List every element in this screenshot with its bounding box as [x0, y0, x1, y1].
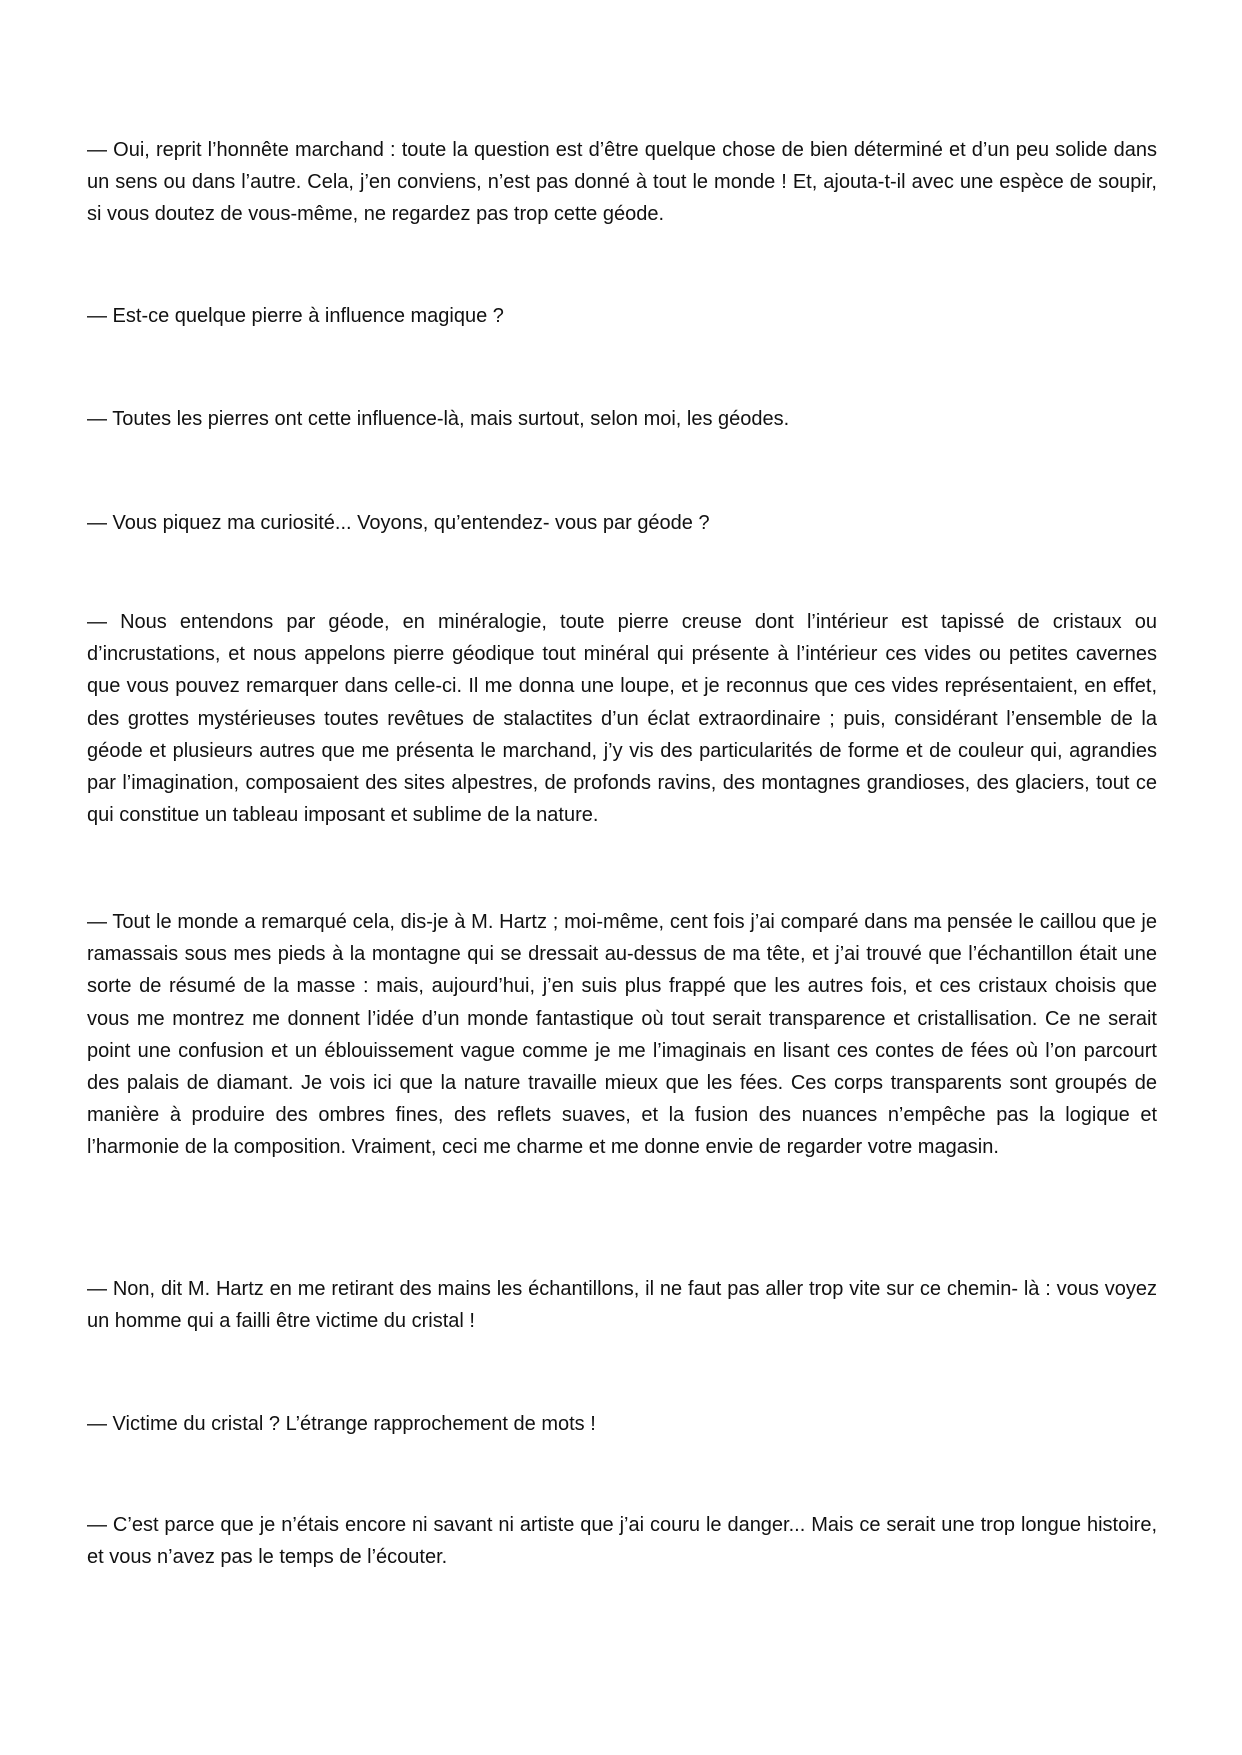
paragraph-4: — Vous piquez ma curiosité... Voyons, qu’entendez- vous par géode ? [87, 512, 710, 534]
paragraph-2: — Est-ce quelque pierre à influence magique ? [87, 305, 504, 327]
paragraph-9: — C’est parce que je n’étais encore ni savant ni artiste que j’ai couru le danger... Mais ce serait une trop longue histoire, et vous n’avez pas le temps de l’écouter. [87, 1514, 1157, 1569]
paragraph-1: — Oui, reprit l’honnête marchand : toute la question est d’être quelque chose de bien déterminé et d’un peu solide dans un sens ou dans l’autre. Cela, j’en conviens, n’est pas donné à tout le monde ! Et, ajouta-t-il avec une espèce de soupir, si vous doutez de vous-même, ne regardez pas trop cette géode. [87, 139, 1157, 226]
paragraph-8: — Victime du cristal ? L’étrange rapprochement de mots ! [87, 1413, 596, 1435]
paragraph-5: — Nous entendons par géode, en minéralogie, toute pierre creuse dont l’intérieur est tapissé de cristaux ou d’incrustations, et nous appelons pierre géodique tout minéral qui présente à l’intérieur ces vides ou petites cavernes que vous pouvez remarquer dans celle-ci. Il me donna une loupe, et je reconnus que ces vides représentaient, en effet, des grottes mystérieuses toutes revêtues de stalactites d’un éclat extraordinaire ; puis, considérant l’ensemble de la géode et plusieurs autres que me présenta le marchand, j’y vis des particularités de forme et de couleur qui, agrandies par l’imagination, composaient des sites alpestres, de profonds ravins, des montagnes grandioses, des glaciers, tout ce qui constitue un tableau imposant et sublime de la nature. [87, 611, 1157, 827]
paragraph-6: — Tout le monde a remarqué cela, dis-je à M. Hartz ; moi-même, cent fois j’ai comparé dans ma pensée le caillou que je ramassais sous mes pieds à la montagne qui se dressait au-dessus de ma tête, et j’ai trouvé que l’échantillon était une sorte de résumé de la masse : mais, aujourd’hui, j’en suis plus frappé que les autres fois, et ces cristaux choisis que vous me montrez me donnent l’idée d’un monde fantastique où tout serait transparence et cristallisation. Ce ne serait point une confusion et un éblouissement vague comme je me l’imaginais en lisant ces contes de fées où l’on parcourt des palais de diamant. Je vois ici que la nature travaille mieux que les fées. Ces corps transparents sont groupés de manière à produire des ombres fines, des reflets suaves, et la fusion des nuances n’empêche pas la logique et l’harmonie de la composition. Vraiment, ceci me charme et me donne envie de regarder votre magasin. [87, 911, 1157, 1159]
paragraph-7: — Non, dit M. Hartz en me retirant des mains les échantillons, il ne faut pas aller trop vite sur ce chemin- là : vous voyez un homme qui a failli être victime du cristal ! [87, 1278, 1157, 1333]
paragraph-3: — Toutes les pierres ont cette influence-là, mais surtout, selon moi, les géodes. [87, 408, 790, 430]
